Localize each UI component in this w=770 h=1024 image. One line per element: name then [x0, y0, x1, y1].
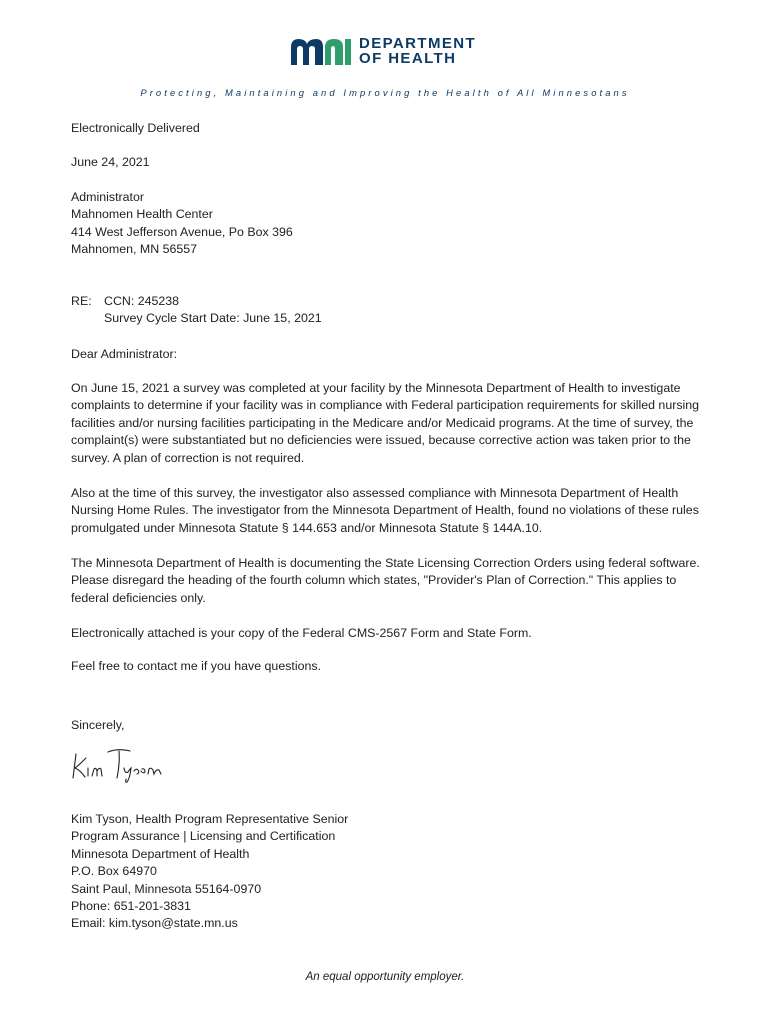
mn-logo-icon — [289, 35, 353, 67]
logo-line-of-health: OF HEALTH — [359, 50, 457, 67]
re-label: RE: — [71, 294, 92, 308]
closing: Sincerely, — [71, 718, 125, 732]
sender-line: Program Assurance | Licensing and Certification — [71, 829, 336, 844]
sender-block — [71, 811, 701, 933]
recipient-line: Administrator — [71, 190, 144, 204]
footer-note: An equal opportunity employer. — [305, 971, 465, 983]
body-paragraph: The Minnesota Department of Health is documenting the State Licensing Correction Orders using federal software. Please disregard the heading of the fourth column which states, "Provider's Plan of Correction." This applies to federal deficiencies only. — [71, 556, 700, 605]
sender-line: Kim Tyson, Health Program Representative Senior — [71, 812, 349, 826]
body-paragraph: Electronically attached is your copy of the Federal CMS-2567 Form and State Form. — [71, 626, 532, 640]
recipient-line: Mahnomen Health Center — [71, 207, 213, 222]
recipient-address — [71, 189, 701, 259]
letter-date: June 24, 2021 — [71, 155, 150, 169]
body-paragraph: Also at the time of this survey, the investigator also assessed compliance with Minnesota Department of Health Nursing Home Rules. The investigator from the Minnesota Department of Health, found no violations of these rules promulgated under Minnesota Statute § 144.653 and/or Minnesota Statute § 144A.10. — [71, 486, 699, 535]
logo-line-department: DEPARTMENT — [359, 35, 477, 52]
survey-start-date: Survey Cycle Start Date: June 15, 2021 — [104, 311, 322, 326]
salutation: Dear Administrator: — [71, 347, 178, 361]
recipient-line: Mahnomen, MN 56557 — [71, 242, 198, 257]
sender-phone: Phone: 651-201-3831 — [71, 899, 191, 914]
logo-text — [359, 36, 476, 66]
body-paragraph: Feel free to contact me if you have questions. — [71, 659, 322, 673]
sender-line: P.O. Box 64970 — [71, 864, 157, 879]
body-paragraph: On June 15, 2021 a survey was completed at your facility by the Minnesota Department of Health to investigate complaints to determine if your facility was in compliance with Federal participation requirements for skilled nursing facilities and/or nursing facilities participating in the Medicare and/or Medicaid programs. At the time of survey, the complaint(s) were substantiated but no deficiencies were issued, because corrective action was taken prior to the survey. A plan of correction is not required. — [71, 381, 700, 465]
sender-line: Minnesota Department of Health — [71, 846, 250, 861]
mdh-logo — [289, 34, 476, 68]
handwritten-signature — [70, 744, 170, 789]
sender-email: Email: kim.tyson@state.mn.us — [71, 916, 238, 931]
re-block — [71, 293, 701, 329]
sender-line: Saint Paul, Minnesota 55164-0970 — [71, 881, 262, 896]
tagline: Protecting, Maintaining and Improving the Health of All Minnesotans — [140, 87, 630, 98]
ccn-number: CCN: 245238 — [104, 294, 180, 308]
re-values — [104, 293, 322, 328]
signature-icon — [70, 744, 170, 784]
delivery-method: Electronically Delivered — [71, 121, 200, 135]
recipient-line: 414 West Jefferson Avenue, Po Box 396 — [71, 224, 293, 239]
